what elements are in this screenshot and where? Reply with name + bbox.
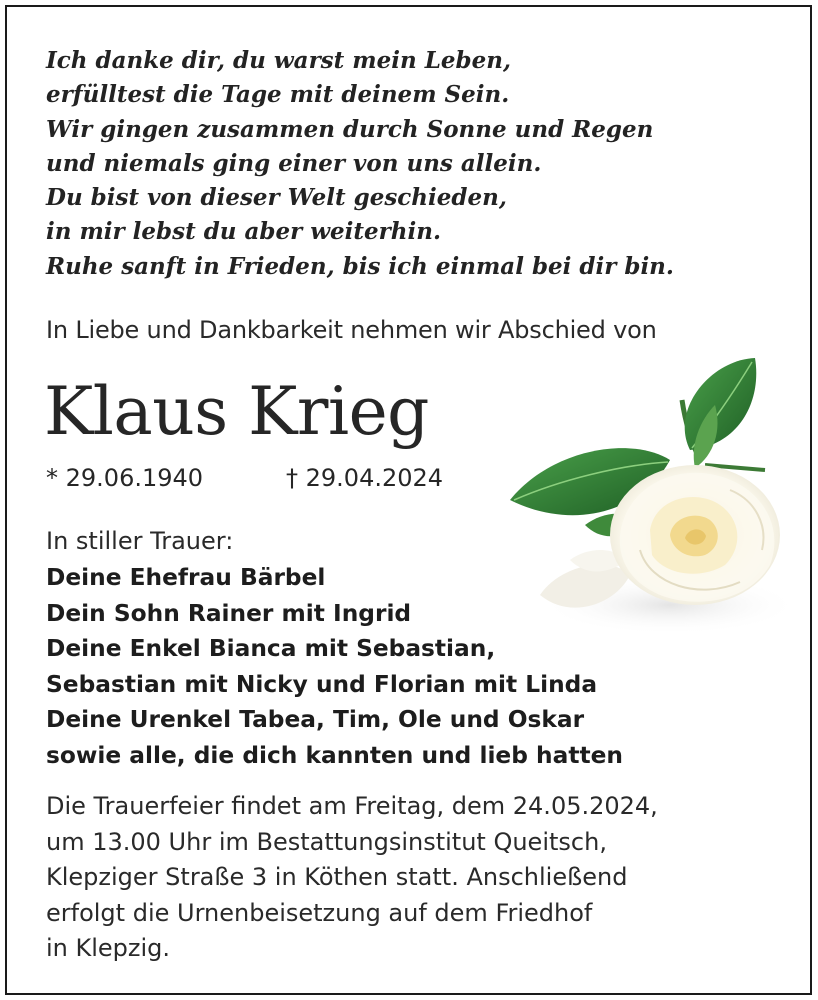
poem-line: in mir lebst du aber weiterhin. (46, 218, 441, 246)
mourner-line: Sebastian mit Nicky und Florian mit Linda (46, 670, 598, 698)
service-line: erfolgt die Urnenbeisetzung auf dem Friedhof (46, 898, 593, 927)
mourner-line: Dein Sohn Rainer mit Ingrid (46, 599, 412, 627)
poem-line: Ich danke dir, du warst mein Leben, (46, 47, 511, 74)
mourner-line: Deine Ehefrau Bärbel (46, 564, 326, 591)
poem-line: und niemals ging einer von uns allein. (46, 149, 542, 177)
deceased-name: Klaus Krieg (44, 373, 429, 450)
service-line: um 13.00 Uhr im Bestattungsinstitut Queitsch, (46, 827, 607, 856)
farewell-intro: In Liebe und Dankbarkeit nehmen wir Abschied von (46, 316, 657, 344)
life-dates (46, 464, 444, 492)
poem-line: Du bist von dieser Welt geschieden, (46, 184, 507, 212)
mourner-line: sowie alle, die dich kannten und lieb hatten (46, 741, 623, 769)
birth-date: * 29.06.1940 (46, 464, 204, 492)
funeral-service-info (46, 789, 658, 967)
mourner-line: Deine Enkel Bianca mit Sebastian, (46, 635, 496, 663)
poem-line: Wir gingen zusammen durch Sonne und Regen (46, 115, 654, 143)
mourner-line: Deine Urenkel Tabea, Tim, Ole und Oskar (46, 706, 585, 734)
service-line: Die Trauerfeier findet am Freitag, dem 24.05.2024, (46, 792, 658, 820)
poem-line: Ruhe sanft in Frieden, bis ich einmal bei dir bin. (46, 252, 674, 280)
poem (46, 44, 674, 284)
service-line: in Klepzig. (46, 934, 171, 962)
poem-line: erfülltest die Tage mit deinem Sein. (46, 81, 510, 109)
death-date: † 29.04.2024 (286, 464, 444, 492)
service-line: Klepziger Straße 3 in Köthen statt. Anschließend (46, 863, 628, 891)
mourners-label: In stiller Trauer: (46, 527, 234, 555)
mourners-list (46, 560, 623, 774)
